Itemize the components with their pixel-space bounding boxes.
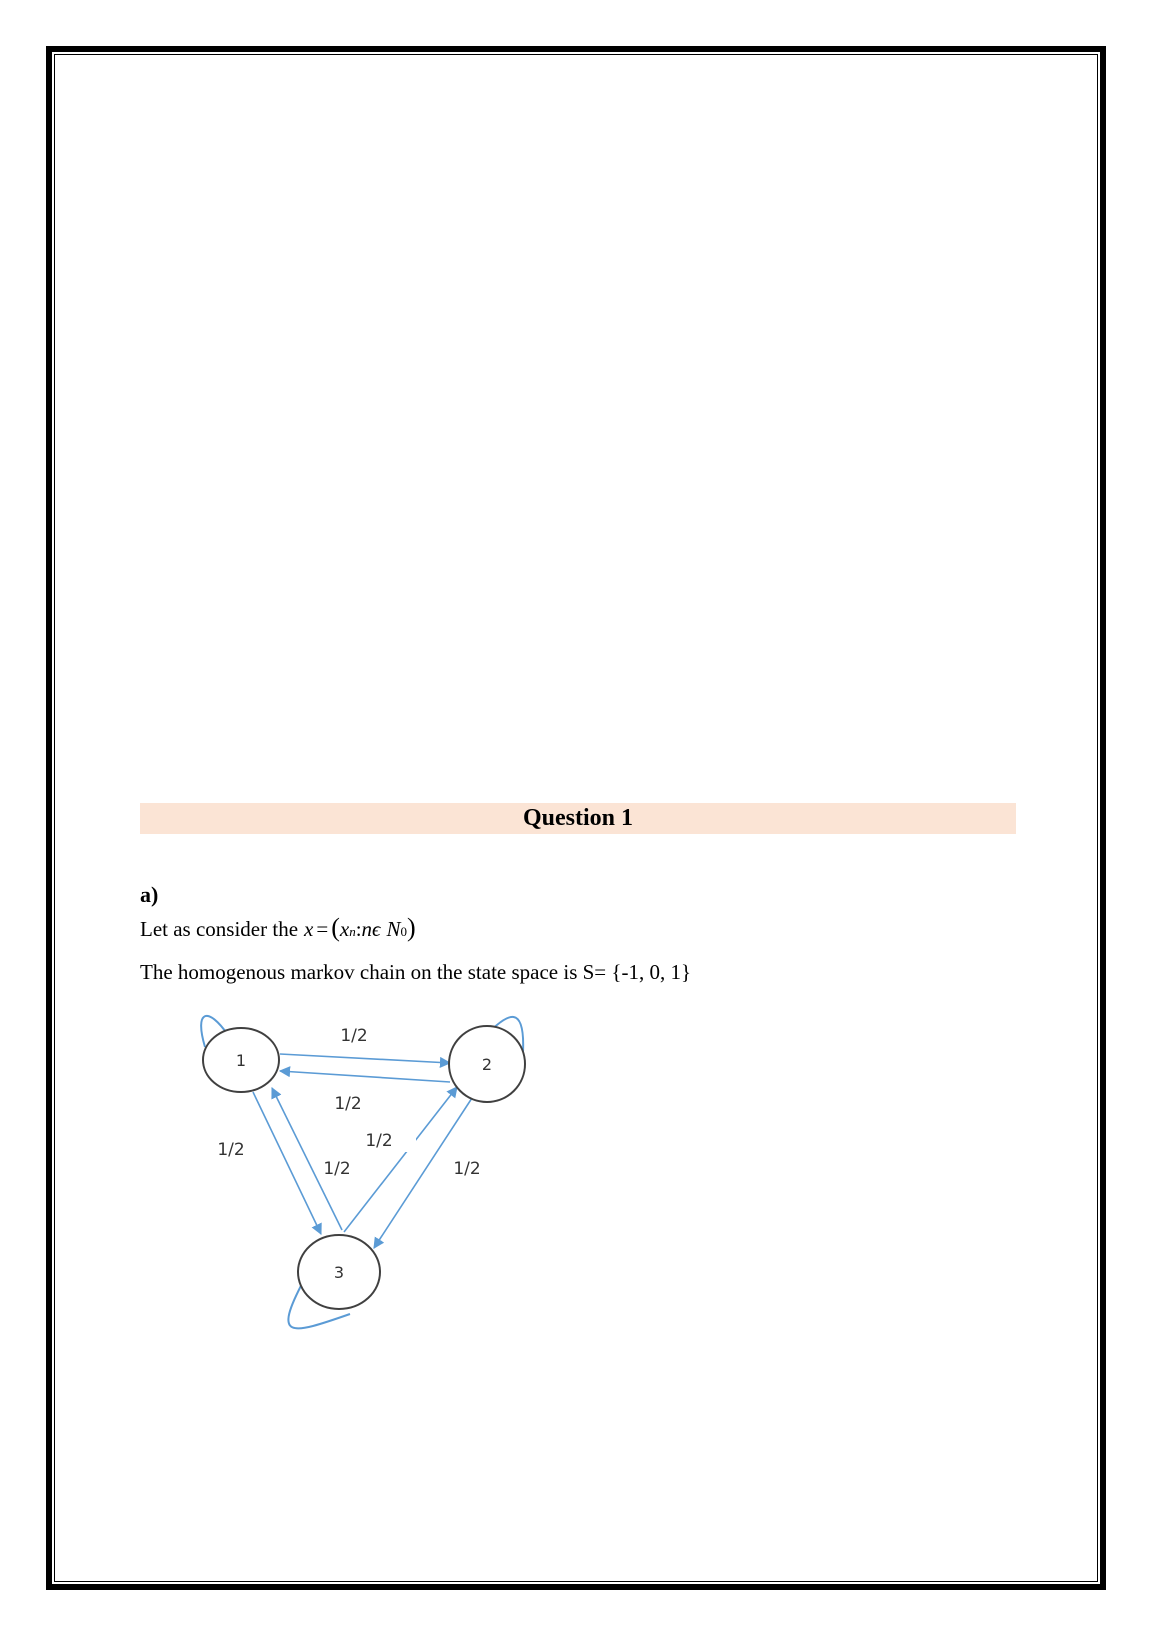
edge-label-1-to-2: 1/2 — [340, 1026, 368, 1046]
edge-label-3-to-1: 1/2 — [323, 1159, 351, 1179]
math-var-sub: n — [349, 924, 356, 939]
edge-label-2-to-1: 1/2 — [334, 1094, 362, 1114]
intro-text: Let as consider the — [140, 917, 299, 941]
math-var: x — [339, 917, 350, 941]
math-set-sub: 0 — [400, 924, 408, 939]
node-label-3: 3 — [333, 1263, 345, 1282]
intro-line — [140, 913, 416, 943]
edge-1-to-3 — [253, 1092, 321, 1234]
question-banner — [140, 803, 1016, 834]
math-elem: ϵ — [372, 917, 381, 941]
math-close-paren: ) — [407, 913, 416, 942]
node-label-2: 2 — [481, 1055, 493, 1074]
math-eq: = — [316, 917, 329, 941]
state-space-text: The homogenous markov chain on the state space is S= {-1, 0, 1} — [140, 960, 692, 984]
math-open-paren: ( — [331, 913, 340, 942]
math-set: N — [386, 917, 401, 941]
node-label-1: 1 — [235, 1051, 247, 1070]
edge-label-2-to-3: 1/2 — [453, 1159, 481, 1179]
math-colon: : — [355, 917, 362, 941]
edge-2-to-1 — [280, 1071, 450, 1082]
edge-1-to-2 — [280, 1054, 450, 1063]
part-label: a) — [140, 882, 159, 907]
edge-label-3-to-2: 1/2 — [365, 1131, 393, 1151]
math-n: n — [361, 917, 373, 941]
question-title: Question 1 — [522, 805, 633, 831]
math-expression — [304, 913, 416, 943]
math-lhs: x — [304, 917, 314, 941]
markov-chain-diagram — [180, 1010, 600, 1390]
edge-label-1-to-3: 1/2 — [217, 1140, 245, 1160]
